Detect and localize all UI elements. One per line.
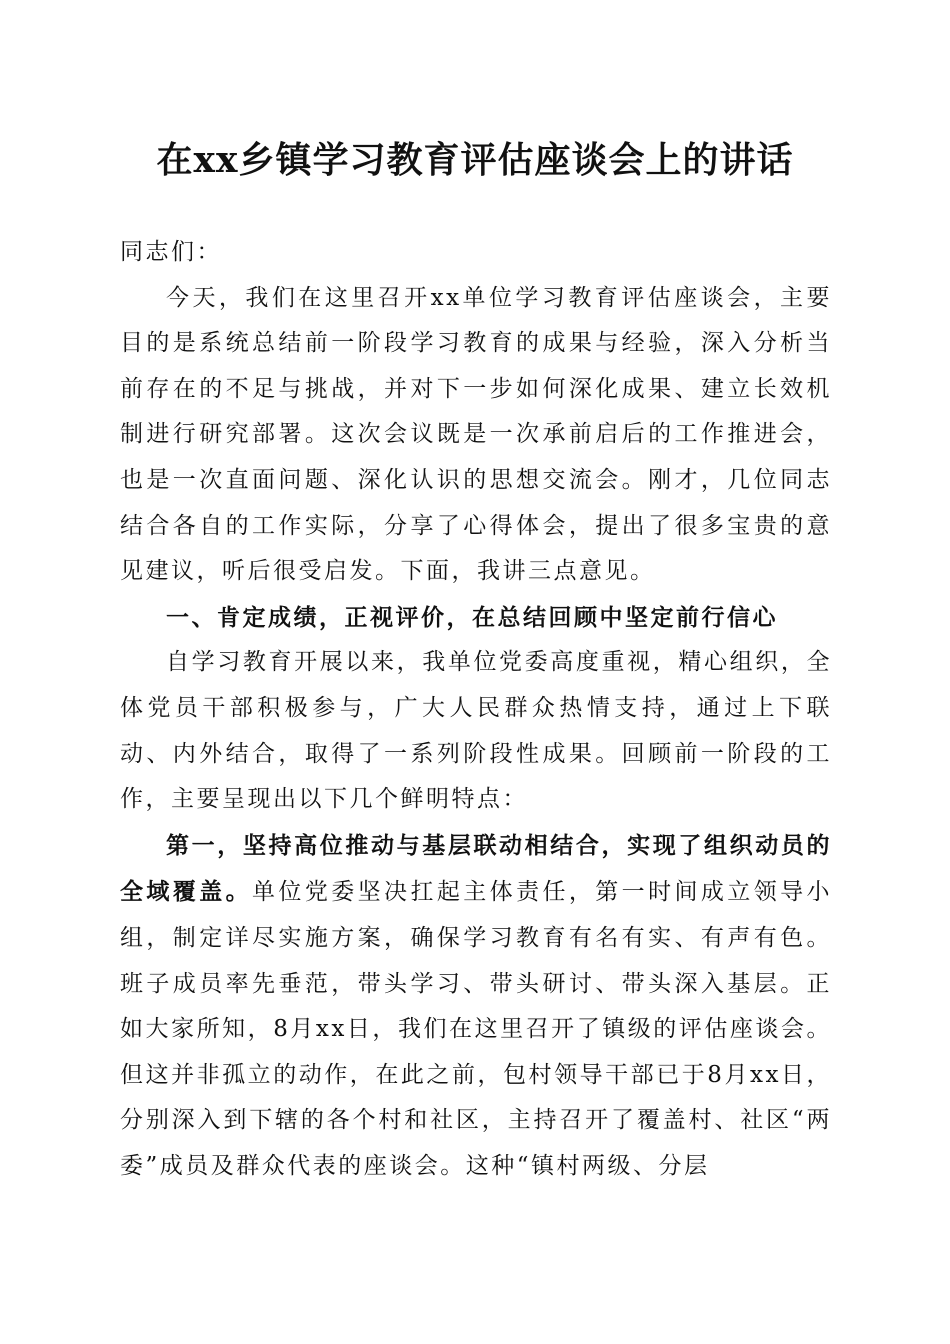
point-one-paragraph — [120, 823, 832, 1190]
document-body — [120, 230, 832, 1189]
intro-paragraph: 今天，我们在这里召开xx单位学习教育评估座谈会，主要目的是系统总结前一阶段学习教育的成果与经验，深入分析当前存在的不足与挑战，并对下一步如何深化成果、建立长效机制进行研究部署。这次会议既是一次承前启后的工作推进会，也是一次直面问题、深化认识的思想交流会。刚才，几位同志结合各自的工作实际，分享了心得体会，提出了很多宝贵的意见建议，听后很受启发。下面，我讲三点意见。 — [120, 284, 832, 585]
section-heading-1: 一、肯定成绩，正视评价，在总结回顾中坚定前行信心 — [166, 603, 778, 631]
point-one-lead: 第一，坚持高位推动与基层联动相结合，实现了组织动员的全域覆盖。 — [120, 831, 832, 906]
document-title: 在xx乡镇学习教育评估座谈会上的讲话 — [156, 139, 794, 181]
point-one-body: 单位党委坚决扛起主体责任，第一时间成立领导小组，制定详尽实施方案，确保学习教育有名有实、有声有色。班子成员率先垂范，带头学习、带头研讨、带头深入基层。正如大家所知，8月xx日，我们在这里召开了镇级的评估座谈会。但这并非孤立的动作，在此之前，包村领导干部已于8月xx日，分别深入到下辖的各个村和社区，主持召开了覆盖村、社区“两委”成员及群众代表的座谈会。这种“镇村两级、分层 — [120, 879, 833, 1179]
salutation: 同志们： — [120, 239, 222, 265]
review-paragraph: 自学习教育开展以来，我单位党委高度重视，精心组织，全体党员干部积极参与，广大人民群众热情支持，通过上下联动、内外结合，取得了一系列阶段性成果。回顾前一阶段的工作，主要呈现出以下几个鲜明特点： — [120, 649, 832, 813]
